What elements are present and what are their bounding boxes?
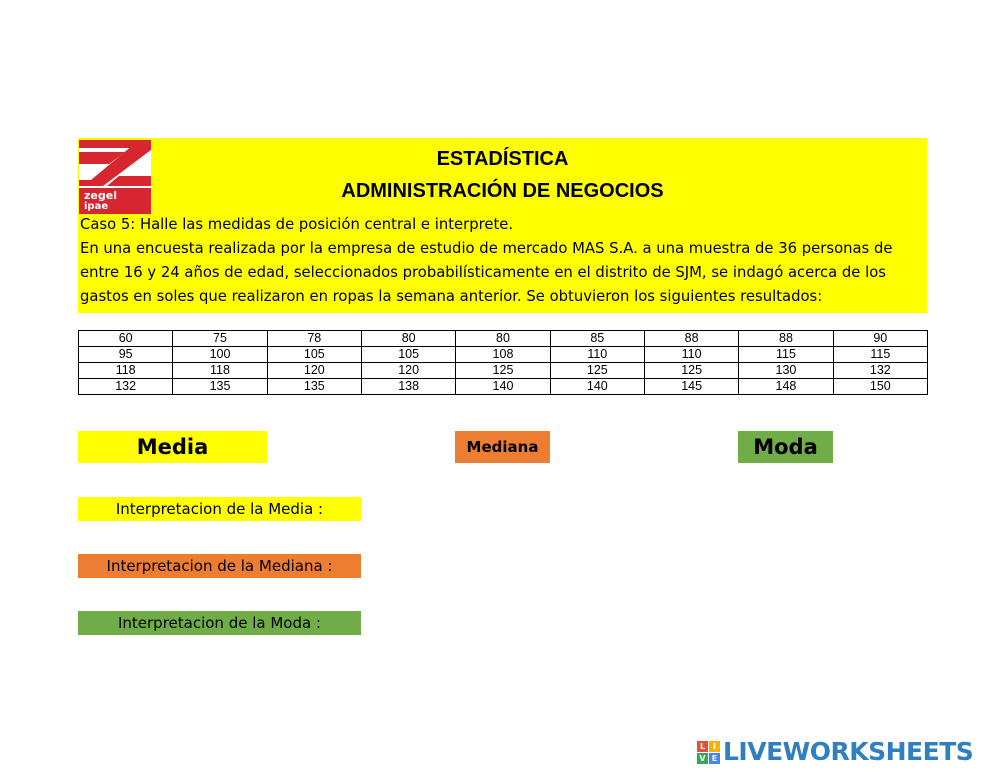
table-cell: 118 <box>79 363 173 379</box>
table-cell: 110 <box>550 347 644 363</box>
table-cell: 132 <box>79 379 173 395</box>
page-subtitle: ADMINISTRACIÓN DE NEGOCIOS <box>341 180 664 202</box>
table-cell: 88 <box>739 331 833 347</box>
table-cell: 135 <box>267 379 361 395</box>
table-cell: 125 <box>456 363 550 379</box>
table-cell: 60 <box>79 331 173 347</box>
mediana-label: Mediana <box>455 431 550 463</box>
table-cell: 78 <box>267 331 361 347</box>
table-cell: 75 <box>173 331 267 347</box>
data-table <box>78 330 928 395</box>
table-cell: 85 <box>550 331 644 347</box>
liveworksheets-watermark <box>697 736 973 768</box>
table-cell: 80 <box>361 331 455 347</box>
logo-letter: I <box>709 741 720 752</box>
table-cell: 140 <box>456 379 550 395</box>
media-label: Media <box>78 431 267 463</box>
interpretation-moda-label: Interpretacion de la Moda : <box>78 611 361 635</box>
interpretation-mediana-label: Interpretacion de la Mediana : <box>78 554 361 578</box>
table-cell: 80 <box>456 331 550 347</box>
table-cell: 125 <box>644 363 738 379</box>
logo-text-zegel: zegel <box>84 189 117 202</box>
moda-label: Moda <box>738 431 833 463</box>
table-cell: 90 <box>833 331 927 347</box>
table-cell: 105 <box>267 347 361 363</box>
table-cell: 115 <box>739 347 833 363</box>
table-row <box>79 363 928 379</box>
liveworksheets-logo-icon <box>697 741 720 764</box>
interpretation-media-label: Interpretacion de la Media : <box>78 497 361 521</box>
table-cell: 150 <box>833 379 927 395</box>
case-title: Caso 5: Halle las medidas de posición central e interprete. <box>80 216 514 233</box>
table-cell: 120 <box>361 363 455 379</box>
table-cell: 105 <box>361 347 455 363</box>
watermark-text: LIVEWORKSHEETS <box>723 737 974 766</box>
table-cell: 132 <box>833 363 927 379</box>
table-row <box>79 379 928 395</box>
table-cell: 130 <box>739 363 833 379</box>
logo-text-ipae: ipae <box>84 201 109 212</box>
table-cell: 135 <box>173 379 267 395</box>
table-cell: 145 <box>644 379 738 395</box>
table-cell: 115 <box>833 347 927 363</box>
table-cell: 108 <box>456 347 550 363</box>
table-cell: 125 <box>550 363 644 379</box>
table-row <box>79 347 928 363</box>
table-cell: 100 <box>173 347 267 363</box>
page-title: ESTADÍSTICA <box>436 148 569 170</box>
table-cell: 110 <box>644 347 738 363</box>
case-description: En una encuesta realizada por la empresa de estudio de mercado MAS S.A. a una muestra de 36 personas de entre 16 y 24 años de edad, seleccionados probabilísticamente en el distrito de SJM, se indagó acerca de los gastos en soles que realizaron en ropas la semana anterior. Se obtuvieron los siguientes resultados: <box>80 240 893 305</box>
table-cell: 138 <box>361 379 455 395</box>
table-cell: 140 <box>550 379 644 395</box>
table-cell: 95 <box>79 347 173 363</box>
logo-letter: L <box>697 741 708 752</box>
table-cell: 120 <box>267 363 361 379</box>
table-cell: 148 <box>739 379 833 395</box>
logo-letter: E <box>709 753 720 764</box>
table-cell: 118 <box>173 363 267 379</box>
table-cell: 88 <box>644 331 738 347</box>
table-row <box>79 331 928 347</box>
logo-letter: V <box>697 753 708 764</box>
